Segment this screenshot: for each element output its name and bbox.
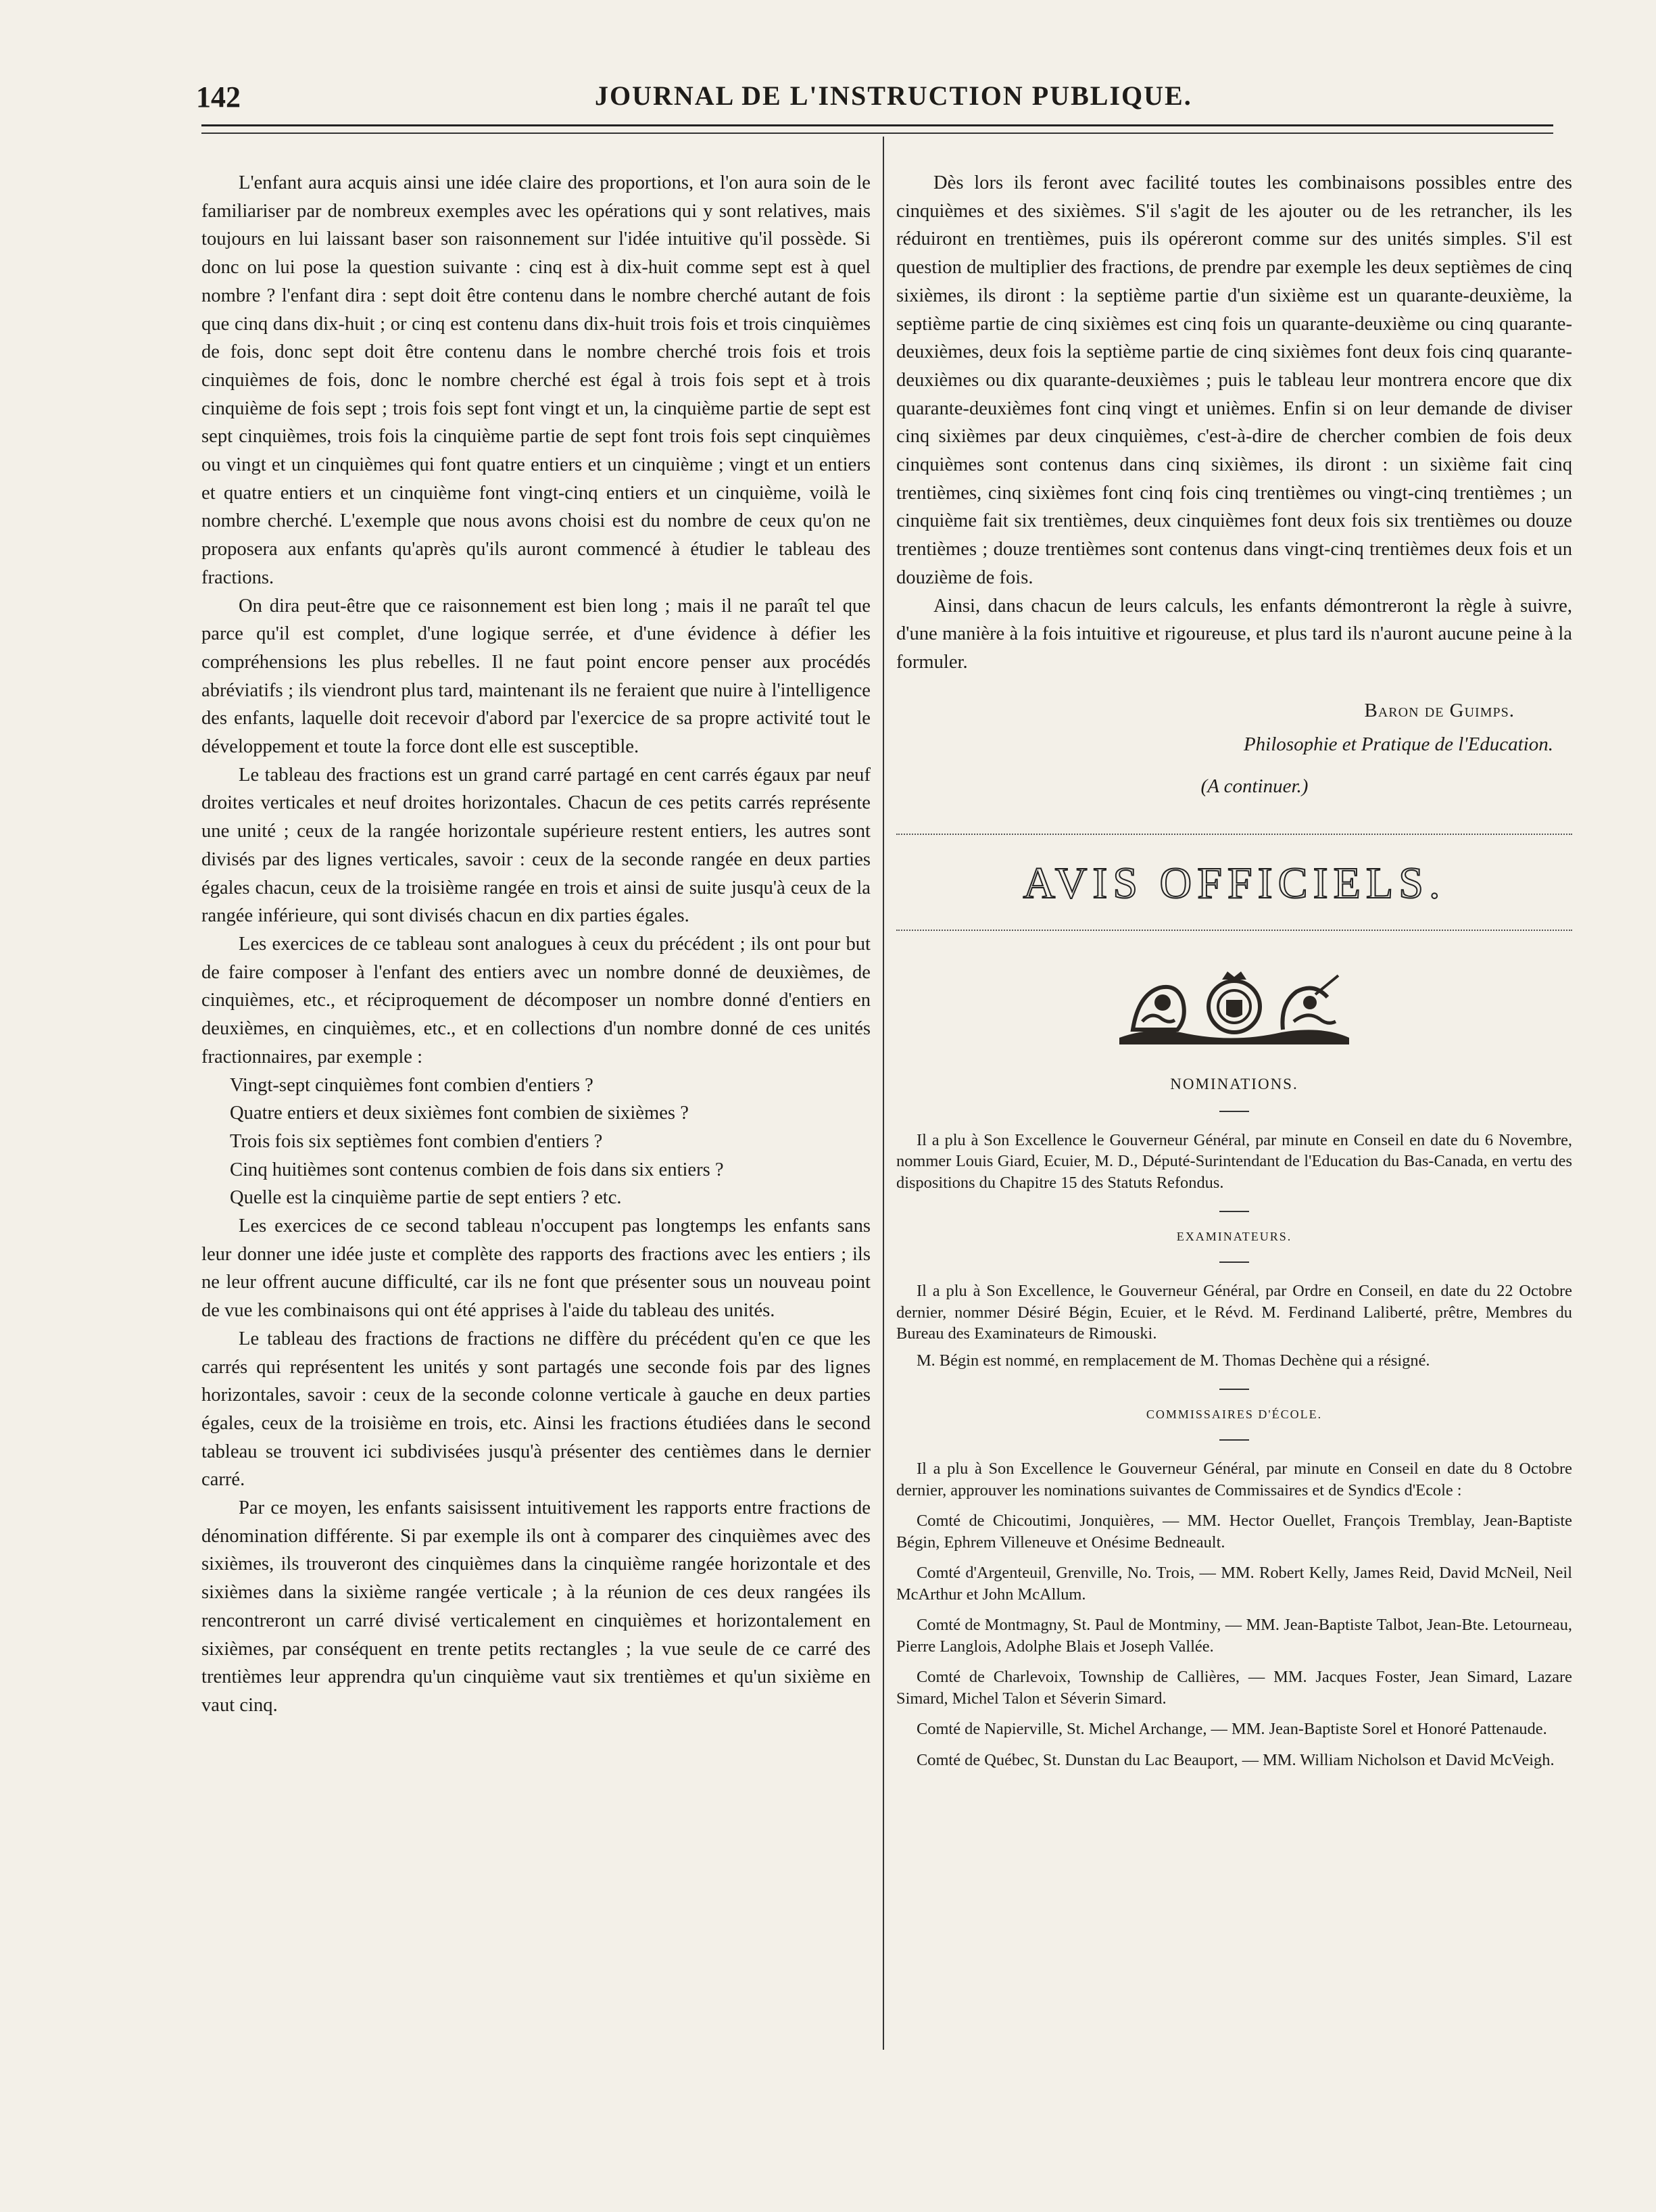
separator-dash [1219,1389,1249,1390]
article-paragraph: On dira peut-être que ce raisonnement est bien long ; mais il ne paraît tel que parce qu'il est complet, d'une logique serrée, et d'une évidence à défier les compréhensions les plus rebelles. Il ne faut point encore penser aux procédés abréviatifs ; ils viendront plus tard, maintenant ils ne feraient que nuire à l'intelligence des enfants, laquelle doit recevoir d'abord par l'exercice de sa propre activité tout le développement et toute la force dont elle est susceptible. [201,595,871,758]
example-question: Trois fois six septièmes font combien d'entiers ? [230,1130,603,1152]
example-question: Vingt-sept cinquièmes font combien d'entiers ? [230,1074,593,1096]
source-citation: Philosophie et Pratique de l'Education. [1243,733,1553,755]
avis-officiels-heading: AVIS OFFICIELS. [1023,858,1446,908]
article-paragraph: Dès lors ils feront avec facilité toutes les combinaisons possibles entre des cinquièmes et des sixièmes. S'il s'agit de les ajouter ou de les retrancher, ils les réduiront en trentièmes, puis ils opéreront comme sur des unités simples. S'il est question de multiplier des fractions, de prendre par exemple les deux septièmes de cinq sixièmes, ils diront : la septième partie d'un sixième est un quarante-deuxième, la septième partie de cinq sixièmes est cinq fois un quarante-deuxième ou cinq quarante-deuxièmes, deux fois la septième partie de cinq sixièmes font deux fois cinq quarante-deuxièmes ou dix quarante-deuxièmes ; puis le tableau leur montrera encore que dix quarante-deuxièmes font cinq vingt et unièmes. Enfin si on leur demande de diviser cinq sixièmes par deux cinquièmes, c'est-à-dire de chercher combien de fois deux cinquièmes sont contenus dans cinq sixièmes, ils diront : un sixième fait cinq trentièmes, cinq sixièmes font cinq fois cinq trentièmes ou vingt-cinq trentièmes ; un cinquième fait six trentièmes, deux cinquièmes font deux fois six trentièmes ou douze trentièmes ; douze trentièmes sont contenus dans vingt-cinq trentièmes deux fois et un douzième de fois. [896,172,1572,588]
article-paragraph: Les exercices de ce second tableau n'occupent pas longtemps les enfants sans leur donner une idée juste et complète des rapports des fractions avec les entiers ; ils ne leur offrent aucune difficulté, car ils ne font que présenter sous un nouveau point de vue les combinaisons qui ont été apprises à l'aide du tableau des unités. [201,1216,871,1322]
article-paragraph: Par ce moyen, les enfants saisissent intuitivement les rapports entre fractions de dénomination différente. Si par exemple ils ont à comparer des cinquièmes avec des sixièmes, ils trouveront des cinquièmes dans la cinquième rangée horizontale et des sixièmes dans la sixième rangée verticale ; à la réunion de ces deux rangées ils rencontreront un carré divisé verticalement en cinquièmes et horizontalement en sixièmes, par conséquent en trente petits rectangles ; la vue seule de ce carré des trentièmes leur apprendra qu'un cinquième vaut six trentièmes et qu'un sixième en vaut cinq. [201,1497,871,1716]
separator-dash [1219,1111,1249,1112]
commissioner-entry: Comté d'Argenteuil, Grenville, No. Trois, — MM. Robert Kelly, James Reid, David McNeil, Neil McArthur et John McAllum. [896,1564,1572,1604]
nominations-heading: NOMINATIONS. [1170,1075,1298,1092]
separator-dash [1219,1439,1249,1441]
examinateurs-heading: EXAMINATEURS. [1176,1230,1292,1244]
header-rule-secondary [201,133,1553,134]
article-paragraph: L'enfant aura acquis ainsi une idée claire des proportions, et l'on aura soin de le familiariser par de nombreux exemples avec les opérations qui y sont relatives, mais toujours en lui laissant baser son raisonnement sur l'idée intuitive qu'il possède. Si donc on lui pose la question suivante : cinq est à dix-huit comme sept est à quel nombre ? l'enfant dira : sept doit être contenu dans le nombre cherché autant de fois que cinq dans dix-huit ; or cinq est contenu dans dix-huit trois fois et trois cinquièmes de fois, donc sept doit être contenu dans le nombre cherché trois fois et trois cinquièmes de fois, donc le nombre cherché est égal à trois fois sept et à trois cinquième de fois sept ; trois fois sept font vingt et un, la cinquième partie de sept est sept cinquièmes, trois fois la cinquième partie de sept font trois fois sept cinquièmes ou vingt et un cinquièmes qui font quatre entiers et un cinquième ; vingt et un entiers et quatre entiers et un cinquième font vingt-cinq entiers et un cinquième, voilà le nombre cherché. L'exemple que nous avons choisi est du nombre de ceux qu'on ne proposera aux enfants qu'après qu'ils auront commencé à étudier le tableau des fractions. [201,172,871,588]
commissioner-entry: Comté de Napierville, St. Michel Archange, — MM. Jean-Baptiste Sorel et Honoré Pattenaude. [917,1720,1547,1739]
separator-dash [1219,1211,1249,1212]
page-number: 142 [196,80,241,114]
coat-of-arms-icon [1113,967,1356,1049]
example-question: Quelle est la cinquième partie de sept entiers ? etc. [230,1187,622,1209]
commissioner-entry: Comté de Chicoutimi, Jonquières, — MM. Hector Ouellet, François Tremblay, Jean-Baptiste Bégin, Ephrem Villeneuve et Onésime Bedneault. [896,1512,1572,1552]
notice-paragraph: Il a plu à Son Excellence le Gouverneur Général, par minute en Conseil en date du 6 Novembre, nommer Louis Giard, Ecuier, M. D., Député-Surintendant de l'Education du Bas-Canada, en vertu des dispositions du Chapitre 15 des Statuts Refondus. [896,1130,1572,1192]
column-divider [883,137,884,2050]
notice-paragraph: Il a plu à Son Excellence le Gouverneur Général, par minute en Conseil en date du 8 Octobre dernier, approuver les nominations suivantes de Commissaires et de Syndics d'Ecole : [896,1460,1572,1499]
example-question: Quatre entiers et deux sixièmes font combien de sixièmes ? [230,1103,689,1124]
section-rule [896,930,1572,931]
article-paragraph: Le tableau des fractions est un grand carré partagé en cent carrés égaux par neuf droites verticales et neuf droites horizontales. Chacun de ces petits carrés représente une unité ; ceux de la rangée horizontale supérieure restent entiers, les autres sont divisés par des lignes verticales, savoir : ceux de la seconde rangée en deux parties égales chacun, ceux de la troisième rangée en trois et ainsi de suite jusqu'à ceux de la rangée inférieure, qui sont divisés chacun en dix parties égales. [201,764,871,927]
commissioner-entry: Comté de Montmagny, St. Paul de Montminy, — MM. Jean-Baptiste Talbot, Jean-Bte. Letourneau, Pierre Langlois, Adolphe Blais et Joseph Vallée. [896,1616,1572,1656]
left-column [201,169,871,1720]
example-question: Cinq huitièmes sont contenus combien de fois dans six entiers ? [230,1159,724,1180]
separator-dash [1219,1261,1249,1263]
notice-paragraph: Il a plu à Son Excellence, le Gouverneur Général, par Ordre en Conseil, en date du 22 Octobre dernier, nommer Désiré Bégin, Ecuier, et le Révd. M. Ferdinand Laliberté, prêtre, Membres du Bureau des Examinateurs de Rimouski. [896,1282,1572,1343]
author-signature: Baron de Guimps. [1364,699,1515,721]
commissaires-heading: COMMISSAIRES D'ÉCOLE. [1146,1408,1323,1422]
continuation-note: (A continuer.) [1200,775,1309,797]
commissioner-entry: Comté de Québec, St. Dunstan du Lac Beauport, — MM. William Nicholson et David McVeigh. [917,1750,1555,1769]
article-paragraph: Ainsi, dans chacun de leurs calculs, les enfants démontreront la règle à suivre, d'une manière à la fois intuitive et rigoureuse, et plus tard ils n'auront aucune peine à la formuler. [896,595,1572,673]
right-column [896,169,1572,1771]
notice-paragraph: M. Bégin est nommé, en remplacement de M. Thomas Dechène qui a résigné. [917,1351,1430,1370]
article-paragraph: Le tableau des fractions de fractions ne diffère du précédent qu'en ce que les carrés qui représentent les unités y sont partagés une seconde fois par des lignes horizontales, savoir : ceux de la seconde colonne verticale à gauche en deux parties égales, ceux de la troisième en trois, etc. Ainsi les fractions étudiées dans le second tableau se trouvent ici subdivisées jusqu'à présenter des centièmes dans le dernier carré. [201,1328,871,1491]
journal-title: JOURNAL DE L'INSTRUCTION PUBLIQUE. [595,80,1192,111]
header-rule [201,124,1553,126]
section-rule [896,834,1572,835]
article-paragraph: Les exercices de ce tableau sont analogues à ceux du précédent ; ils ont pour but de faire composer à l'enfant des entiers avec un nombre donné de deuxièmes, de cinquièmes, etc., et réciproquement de décomposer un nombre donné d'entiers en deuxièmes, en cinquièmes, etc., et en collections d'un nombre donné de ces unités fractionnaires, par exemple : [201,933,871,1067]
commissioner-entry: Comté de Charlevoix, Township de Callières, — MM. Jacques Foster, Jean Simard, Lazare Simard, Michel Talon et Séverin Simard. [896,1668,1572,1708]
